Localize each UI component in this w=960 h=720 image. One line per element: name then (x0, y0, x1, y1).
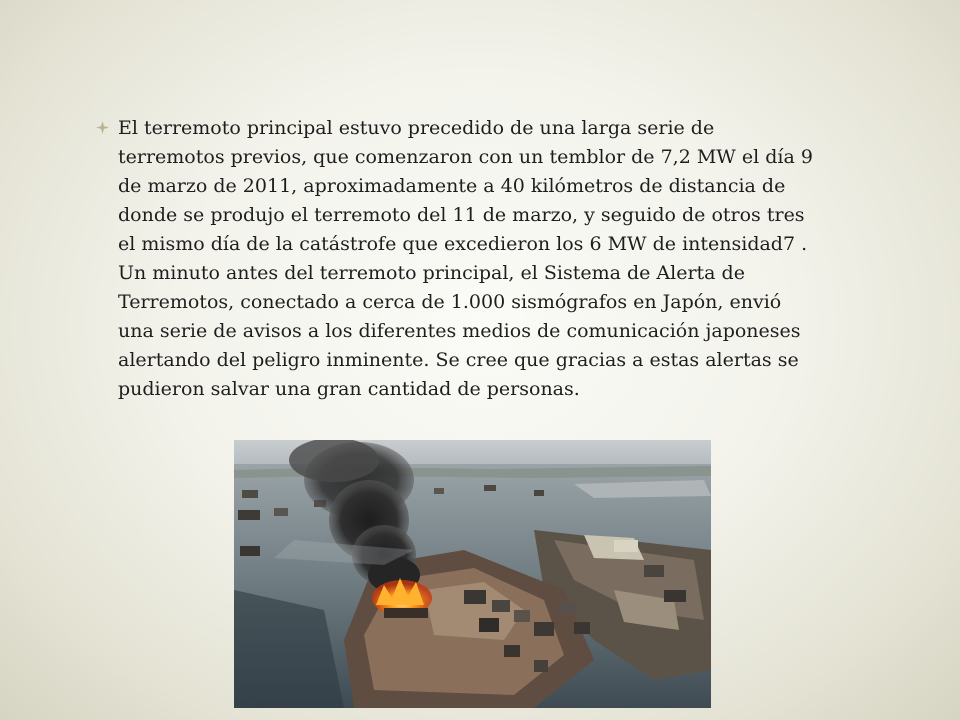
slide-paragraph: El terremoto principal estuvo precedido de una larga serie de terremotos previos, que comenzaron con un temblor de 7,2 MW el día 9 de marzo de 2011, aproximadamente a 40 kilómetros de distancia de donde se produjo el terremoto del 11 de marzo, y seguido de otros tres el mismo día de la catástrofe que excedieron los 6 MW de intensidad7 . Un minuto antes del terremoto principal, el Sistema de Alerta de Terremotos, conectado a cerca de 1.000 sismógrafos en Japón, envió una serie de avisos a los diferentes medios de comunicación japoneses alertando del peligro inminente. Se cree que gracias a estas alertas se pudieron salvar una gran cantidad de personas. (118, 117, 813, 400)
four-point-star-bullet-icon (96, 121, 109, 134)
tsunami-fire-photo (234, 440, 711, 708)
